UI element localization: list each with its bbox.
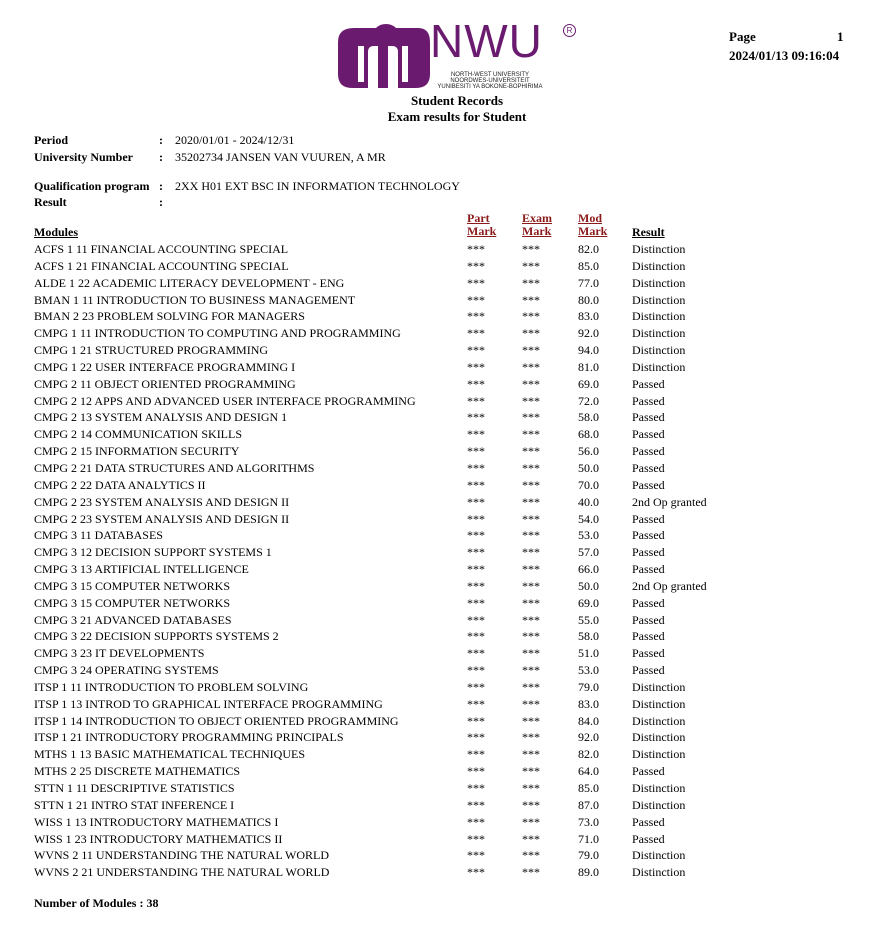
table-row (0, 629, 886, 646)
exam-mark-cell: *** (522, 242, 540, 256)
exam-mark-cell: *** (522, 730, 540, 745)
table-row (0, 730, 886, 747)
module-cell: STTN 1 21 INTRO STAT INFERENCE I (34, 797, 235, 812)
part-mark-cell: *** (467, 292, 485, 307)
part-mark-cell: *** (467, 629, 485, 644)
module-cell: ITSP 1 14 INTRODUCTION TO OBJECT ORIENTED PROGRAMMING (34, 713, 399, 728)
part-mark-cell: *** (467, 781, 485, 795)
table-row (0, 293, 886, 310)
table-row (0, 377, 886, 394)
module-cell: CMPG 2 15 INFORMATION SECURITY (34, 444, 240, 459)
part-mark-cell: *** (467, 545, 485, 560)
table-row (0, 832, 886, 849)
table-row (0, 394, 886, 411)
university-number-label: University Number (34, 150, 133, 164)
table-row (0, 276, 886, 293)
column-header-part-line1: Part (467, 211, 490, 225)
module-cell: CMPG 3 12 DECISION SUPPORT SYSTEMS 1 (34, 545, 272, 560)
table-row (0, 410, 886, 427)
mod-mark-cell: 84.0 (578, 713, 599, 728)
result-cell: 2nd Op granted (632, 494, 707, 509)
module-cell: CMPG 2 11 OBJECT ORIENTED PROGRAMMING (34, 376, 296, 391)
result-cell: Passed (632, 831, 665, 846)
result-cell: Passed (632, 444, 665, 459)
mod-mark-cell: 92.0 (578, 730, 599, 745)
mod-mark-cell: 72.0 (578, 393, 599, 408)
column-header-part-line2: Mark (467, 224, 497, 238)
mod-mark-cell: 87.0 (578, 797, 599, 812)
exam-mark-cell: *** (522, 477, 540, 492)
exam-mark-cell: *** (522, 309, 540, 324)
column-header-part-mark (467, 212, 496, 238)
part-mark-cell: *** (467, 747, 485, 762)
table-row (0, 427, 886, 444)
module-cell: MTHS 1 13 BASIC MATHEMATICAL TECHNIQUES (34, 747, 306, 762)
column-header-mod-line2: Mark (578, 224, 608, 238)
table-row (0, 579, 886, 596)
period-value: 2020/01/01 - 2024/12/31 (175, 133, 295, 147)
module-cell: WVNS 2 21 UNDERSTANDING THE NATURAL WORLD (34, 865, 330, 880)
mod-mark-cell: 56.0 (578, 444, 599, 459)
mod-mark-cell: 57.0 (578, 545, 599, 560)
part-mark-cell: *** (467, 275, 485, 290)
result-cell: Passed (632, 393, 665, 408)
part-mark-cell: *** (467, 797, 485, 812)
part-mark-cell: *** (467, 612, 485, 627)
part-mark-cell: *** (467, 410, 485, 425)
result-cell: Passed (632, 376, 665, 391)
part-mark-cell: *** (467, 444, 485, 459)
module-cell: CMPG 2 12 APPS AND ADVANCED USER INTERFACE PROGRAMMING (34, 393, 416, 408)
result-cell: Passed (632, 663, 665, 678)
column-header-exam-mark (522, 212, 552, 238)
university-name-line-1: NORTH-WEST UNIVERSITY (450, 72, 530, 78)
part-mark-cell: *** (467, 865, 485, 880)
colon: : (159, 133, 163, 147)
table-row (0, 798, 886, 815)
mod-mark-cell: 89.0 (578, 865, 599, 880)
mod-mark-cell: 50.0 (578, 460, 599, 475)
module-cell: CMPG 2 22 DATA ANALYTICS II (34, 477, 206, 492)
column-header-exam-line1: Exam (522, 211, 552, 225)
exam-mark-cell: *** (522, 831, 540, 846)
column-header-modules: Modules (34, 225, 79, 239)
colon: : (159, 150, 163, 164)
result-cell: Passed (632, 562, 665, 577)
module-cell: CMPG 3 22 DECISION SUPPORTS SYSTEMS 2 (34, 629, 279, 644)
mod-mark-cell: 50.0 (578, 578, 599, 593)
results-table (0, 242, 886, 882)
exam-mark-cell: *** (522, 679, 540, 694)
part-mark-cell: *** (467, 326, 485, 341)
exam-mark-cell: *** (522, 460, 540, 475)
exam-mark-cell: *** (522, 359, 540, 374)
module-cell: STTN 1 11 DESCRIPTIVE STATISTICS (34, 781, 235, 795)
result-cell: Passed (632, 511, 665, 526)
exam-mark-cell: *** (522, 814, 540, 829)
module-cell: WISS 1 23 INTRODUCTORY MATHEMATICS II (34, 831, 283, 846)
mod-mark-cell: 40.0 (578, 494, 599, 509)
mod-mark-cell: 64.0 (578, 764, 599, 779)
part-mark-cell: *** (467, 258, 485, 273)
part-mark-cell: *** (467, 511, 485, 526)
exam-mark-cell: *** (522, 528, 540, 543)
mod-mark-cell: 83.0 (578, 696, 599, 711)
table-row (0, 697, 886, 714)
exam-mark-cell: *** (522, 393, 540, 408)
table-row (0, 259, 886, 276)
result-label: Result (34, 195, 67, 209)
module-cell: MTHS 2 25 DISCRETE MATHEMATICS (34, 764, 241, 779)
brand-wordmark: NWU (430, 15, 543, 67)
exam-mark-cell: *** (522, 646, 540, 661)
part-mark-cell: *** (467, 730, 485, 745)
module-cell: CMPG 2 21 DATA STRUCTURES AND ALGORITHMS (34, 460, 315, 475)
table-row (0, 309, 886, 326)
module-cell: ITSP 1 13 INTROD TO GRAPHICAL INTERFACE PROGRAMMING (34, 696, 383, 711)
exam-mark-cell: *** (522, 747, 540, 762)
table-row (0, 326, 886, 343)
table-row (0, 461, 886, 478)
result-cell: Distinction (632, 781, 686, 795)
exam-mark-cell: *** (522, 629, 540, 644)
result-cell: Distinction (632, 747, 686, 762)
mod-mark-cell: 82.0 (578, 242, 599, 256)
part-mark-cell: *** (467, 242, 485, 256)
part-mark-cell: *** (467, 663, 485, 678)
table-row (0, 680, 886, 697)
result-cell: Distinction (632, 848, 686, 863)
result-cell: Passed (632, 629, 665, 644)
mod-mark-cell: 70.0 (578, 477, 599, 492)
exam-mark-cell: *** (522, 781, 540, 795)
table-row (0, 865, 886, 882)
mod-mark-cell: 71.0 (578, 831, 599, 846)
mod-mark-cell: 54.0 (578, 511, 599, 526)
mod-mark-cell: 94.0 (578, 343, 599, 358)
exam-mark-cell: *** (522, 663, 540, 678)
mod-mark-cell: 80.0 (578, 292, 599, 307)
module-cell: CMPG 2 14 COMMUNICATION SKILLS (34, 427, 243, 442)
mod-mark-cell: 81.0 (578, 359, 599, 374)
qualification-value: 2XX H01 EXT BSC IN INFORMATION TECHNOLOGY (175, 179, 460, 193)
qualification-label: Qualification program (34, 179, 150, 193)
table-row (0, 512, 886, 529)
result-cell: Passed (632, 427, 665, 442)
part-mark-cell: *** (467, 427, 485, 442)
module-cell: WVNS 2 11 UNDERSTANDING THE NATURAL WORLD (34, 848, 330, 863)
module-cell: ACFS 1 21 FINANCIAL ACCOUNTING SPECIAL (34, 258, 289, 273)
result-cell: Distinction (632, 326, 686, 341)
module-cell: CMPG 2 23 SYSTEM ANALYSIS AND DESIGN II (34, 494, 290, 509)
module-cell: CMPG 3 11 DATABASES (34, 528, 163, 543)
university-name-line-2: NOORDWES-UNIVERSITEIT (450, 78, 530, 84)
module-cell: CMPG 3 15 COMPUTER NETWORKS (34, 595, 231, 610)
exam-mark-cell: *** (522, 865, 540, 880)
mod-mark-cell: 83.0 (578, 309, 599, 324)
exam-mark-cell: *** (522, 494, 540, 509)
mod-mark-cell: 82.0 (578, 747, 599, 762)
part-mark-cell: *** (467, 696, 485, 711)
mod-mark-cell: 55.0 (578, 612, 599, 627)
module-cell: CMPG 3 21 ADVANCED DATABASES (34, 612, 232, 627)
table-row (0, 663, 886, 680)
exam-mark-cell: *** (522, 410, 540, 425)
table-row (0, 714, 886, 731)
part-mark-cell: *** (467, 562, 485, 577)
result-cell: Distinction (632, 730, 686, 745)
module-cell: CMPG 3 24 OPERATING SYSTEMS (34, 663, 219, 678)
colon: : (159, 179, 163, 193)
result-cell: Passed (632, 612, 665, 627)
page-subtitle: Exam results for Student (387, 109, 527, 124)
part-mark-cell: *** (467, 578, 485, 593)
mod-mark-cell: 66.0 (578, 562, 599, 577)
result-cell: Distinction (632, 343, 686, 358)
exam-mark-cell: *** (522, 764, 540, 779)
page-number: 1 (837, 29, 844, 44)
result-cell: Distinction (632, 258, 686, 273)
column-header-result: Result (632, 225, 665, 239)
exam-mark-cell: *** (522, 343, 540, 358)
result-cell: 2nd Op granted (632, 578, 707, 593)
university-name-line-3: YUNIBESITI YA BOKONE-BOPHIRIMA (437, 84, 543, 90)
module-cell: CMPG 1 22 USER INTERFACE PROGRAMMING I (34, 359, 296, 374)
table-row (0, 343, 886, 360)
result-cell: Distinction (632, 696, 686, 711)
page-title: Student Records (410, 93, 504, 108)
exam-mark-cell: *** (522, 578, 540, 593)
part-mark-cell: *** (467, 376, 485, 391)
module-cell: ITSP 1 21 INTRODUCTORY PROGRAMMING PRINCIPALS (34, 730, 344, 745)
mod-mark-cell: 92.0 (578, 326, 599, 341)
module-cell: CMPG 3 23 IT DEVELOPMENTS (34, 646, 205, 661)
mod-mark-cell: 53.0 (578, 663, 599, 678)
table-row (0, 360, 886, 377)
module-count: Number of Modules : 38 (34, 896, 159, 910)
mod-mark-cell: 85.0 (578, 781, 599, 795)
exam-mark-cell: *** (522, 258, 540, 273)
exam-mark-cell: *** (522, 545, 540, 560)
part-mark-cell: *** (467, 343, 485, 358)
exam-mark-cell: *** (522, 427, 540, 442)
result-cell: Distinction (632, 242, 686, 256)
module-cell: CMPG 1 21 STRUCTURED PROGRAMMING (34, 343, 269, 358)
part-mark-cell: *** (467, 679, 485, 694)
mod-mark-cell: 79.0 (578, 848, 599, 863)
table-row (0, 444, 886, 461)
mod-mark-cell: 69.0 (578, 595, 599, 610)
part-mark-cell: *** (467, 528, 485, 543)
mod-mark-cell: 58.0 (578, 629, 599, 644)
table-row (0, 478, 886, 495)
mod-mark-cell: 58.0 (578, 410, 599, 425)
module-cell: BMAN 2 23 PROBLEM SOLVING FOR MANAGERS (34, 309, 305, 324)
table-row (0, 815, 886, 832)
part-mark-cell: *** (467, 831, 485, 846)
exam-mark-cell: *** (522, 326, 540, 341)
exam-mark-cell: *** (522, 275, 540, 290)
result-cell: Passed (632, 460, 665, 475)
part-mark-cell: *** (467, 477, 485, 492)
part-mark-cell: *** (467, 713, 485, 728)
mod-mark-cell: 77.0 (578, 275, 599, 290)
table-row (0, 646, 886, 663)
result-cell: Passed (632, 764, 665, 779)
module-cell: ACFS 1 11 FINANCIAL ACCOUNTING SPECIAL (34, 242, 289, 256)
exam-mark-cell: *** (522, 376, 540, 391)
part-mark-cell: *** (467, 460, 485, 475)
result-cell: Passed (632, 410, 665, 425)
page-label: Page (729, 29, 756, 44)
mod-mark-cell: 85.0 (578, 258, 599, 273)
part-mark-cell: *** (467, 848, 485, 863)
module-cell: BMAN 1 11 INTRODUCTION TO BUSINESS MANAGEMENT (34, 292, 356, 307)
column-header-exam-line2: Mark (522, 224, 552, 238)
table-row (0, 596, 886, 613)
result-cell: Distinction (632, 713, 686, 728)
table-row (0, 613, 886, 630)
column-header-mod-mark (578, 212, 607, 238)
colon: : (159, 195, 163, 209)
exam-mark-cell: *** (522, 511, 540, 526)
module-cell: CMPG 2 23 SYSTEM ANALYSIS AND DESIGN II (34, 511, 290, 526)
module-cell: CMPG 2 13 SYSTEM ANALYSIS AND DESIGN 1 (34, 410, 288, 425)
exam-mark-cell: *** (522, 696, 540, 711)
module-cell: CMPG 3 15 COMPUTER NETWORKS (34, 578, 231, 593)
exam-mark-cell: *** (522, 595, 540, 610)
exam-mark-cell: *** (522, 292, 540, 307)
exam-mark-cell: *** (522, 444, 540, 459)
registered-icon: R (563, 24, 576, 37)
exam-mark-cell: *** (522, 612, 540, 627)
result-cell: Passed (632, 646, 665, 661)
mod-mark-cell: 68.0 (578, 427, 599, 442)
result-cell: Distinction (632, 865, 686, 880)
university-number-value: 35202734 JANSEN VAN VUUREN, A MR (175, 150, 386, 164)
mod-mark-cell: 69.0 (578, 376, 599, 391)
module-cell: ALDE 1 22 ACADEMIC LITERACY DEVELOPMENT - ENG (34, 275, 345, 290)
module-cell: CMPG 3 13 ARTIFICIAL INTELLIGENCE (34, 562, 249, 577)
result-cell: Passed (632, 814, 665, 829)
period-label: Period (34, 133, 68, 147)
result-cell: Passed (632, 545, 665, 560)
result-cell: Distinction (632, 359, 686, 374)
part-mark-cell: *** (467, 814, 485, 829)
mod-mark-cell: 53.0 (578, 528, 599, 543)
column-header-mod-line1: Mod (578, 211, 602, 225)
table-row (0, 242, 886, 259)
mod-mark-cell: 51.0 (578, 646, 599, 661)
table-row (0, 545, 886, 562)
exam-mark-cell: *** (522, 713, 540, 728)
part-mark-cell: *** (467, 309, 485, 324)
module-cell: CMPG 1 11 INTRODUCTION TO COMPUTING AND PROGRAMMING (34, 326, 401, 341)
result-cell: Passed (632, 477, 665, 492)
part-mark-cell: *** (467, 646, 485, 661)
mod-mark-cell: 79.0 (578, 679, 599, 694)
table-row (0, 495, 886, 512)
table-row (0, 848, 886, 865)
report-timestamp: 2024/01/13 09:16:04 (729, 48, 840, 63)
part-mark-cell: *** (467, 764, 485, 779)
part-mark-cell: *** (467, 494, 485, 509)
part-mark-cell: *** (467, 595, 485, 610)
result-cell: Distinction (632, 275, 686, 290)
table-row (0, 562, 886, 579)
exam-mark-cell: *** (522, 848, 540, 863)
result-cell: Distinction (632, 679, 686, 694)
table-row (0, 528, 886, 545)
part-mark-cell: *** (467, 359, 485, 374)
module-cell: WISS 1 13 INTRODUCTORY MATHEMATICS I (34, 814, 279, 829)
table-row (0, 764, 886, 781)
mod-mark-cell: 73.0 (578, 814, 599, 829)
table-row (0, 747, 886, 764)
part-mark-cell: *** (467, 393, 485, 408)
result-cell: Passed (632, 595, 665, 610)
result-cell: Distinction (632, 309, 686, 324)
exam-mark-cell: *** (522, 562, 540, 577)
result-cell: Distinction (632, 797, 686, 812)
module-cell: ITSP 1 11 INTRODUCTION TO PROBLEM SOLVING (34, 679, 309, 694)
table-row (0, 781, 886, 798)
result-cell: Distinction (632, 292, 686, 307)
exam-mark-cell: *** (522, 797, 540, 812)
result-cell: Passed (632, 528, 665, 543)
